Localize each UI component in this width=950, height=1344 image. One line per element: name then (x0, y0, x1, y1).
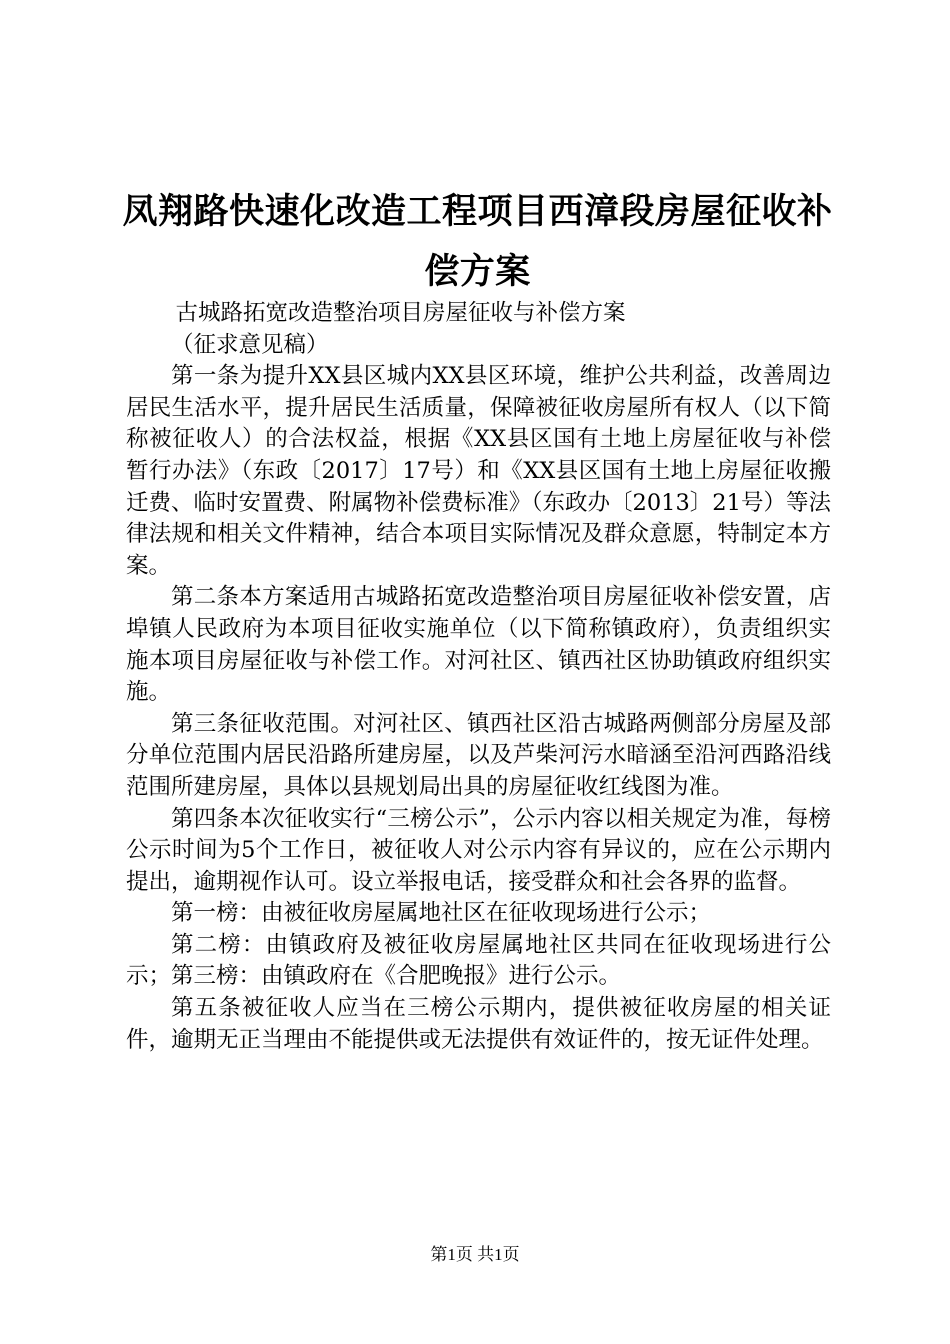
article-1-paragraph: 第一条为提升XX县区城内XX县区环境，维护公共利益，改善周边居民生活水平，提升居民生活质量，保障被征收房屋所有权人（以下简称被征收人）的合法权益，根据《XX县区国有土地上房屋征收与补偿暂行办法》（东政〔2017〕17号）和《XX县区国有土地上房屋征收搬迁费、临时安置费、附属物补偿费标准》（东政办〔2013〕21号）等法律法规和相关文件精神，结合本项目实际情况及群众意愿，特制定本方案。 (126, 363, 831, 579)
first-notice-paragraph: 第一榜：由被征收房屋属地社区在征收现场进行公示； (171, 900, 712, 927)
document-title: 凤翔路快速化改造工程项目西漳段房屋征收补偿方案 (122, 192, 833, 292)
second-third-notice-paragraph: 第二榜：由镇政府及被征收房屋属地社区共同在征收现场进行公示；第三榜：由镇政府在《合肥晚报》进行公示。 (126, 931, 831, 990)
article-4-paragraph: 第四条本次征收实行“三榜公示”，公示内容以相关规定为准，每榜公示时间为5个工作日，被征收人对公示内容有异议的，应在公示期内提出，逾期视作认可。设立举报电话，接受群众和社会各界的监督。 (126, 805, 831, 895)
plan-heading: 古城路拓宽改造整治项目房屋征收与补偿方案 (175, 300, 626, 326)
article-3-paragraph: 第三条征收范围。对河社区、镇西社区沿古城路两侧部分房屋及部分单位范围内居民沿路所建房屋，以及芦柴河污水暗涵至沿河西路沿线范围所建房屋，具体以县规划局出具的房屋征收红线图为准。 (126, 710, 831, 800)
article-2-paragraph: 第二条本方案适用古城路拓宽改造整治项目房屋征收补偿安置，店埠镇人民政府为本项目征收实施单位（以下简称镇政府），负责组织实施本项目房屋征收与补偿工作。对河社区、镇西社区协助镇政府组织实施。 (126, 584, 831, 706)
page-number: 第1页 共1页 (430, 1245, 520, 1264)
draft-note: （征求意见稿） (171, 331, 329, 358)
article-5-paragraph: 第五条被征收人应当在三榜公示期内，提供被征收房屋的相关证件，逾期无正当理由不能提供或无法提供有效证件的，按无证件处理。 (126, 995, 831, 1053)
document-body (126, 298, 831, 1056)
